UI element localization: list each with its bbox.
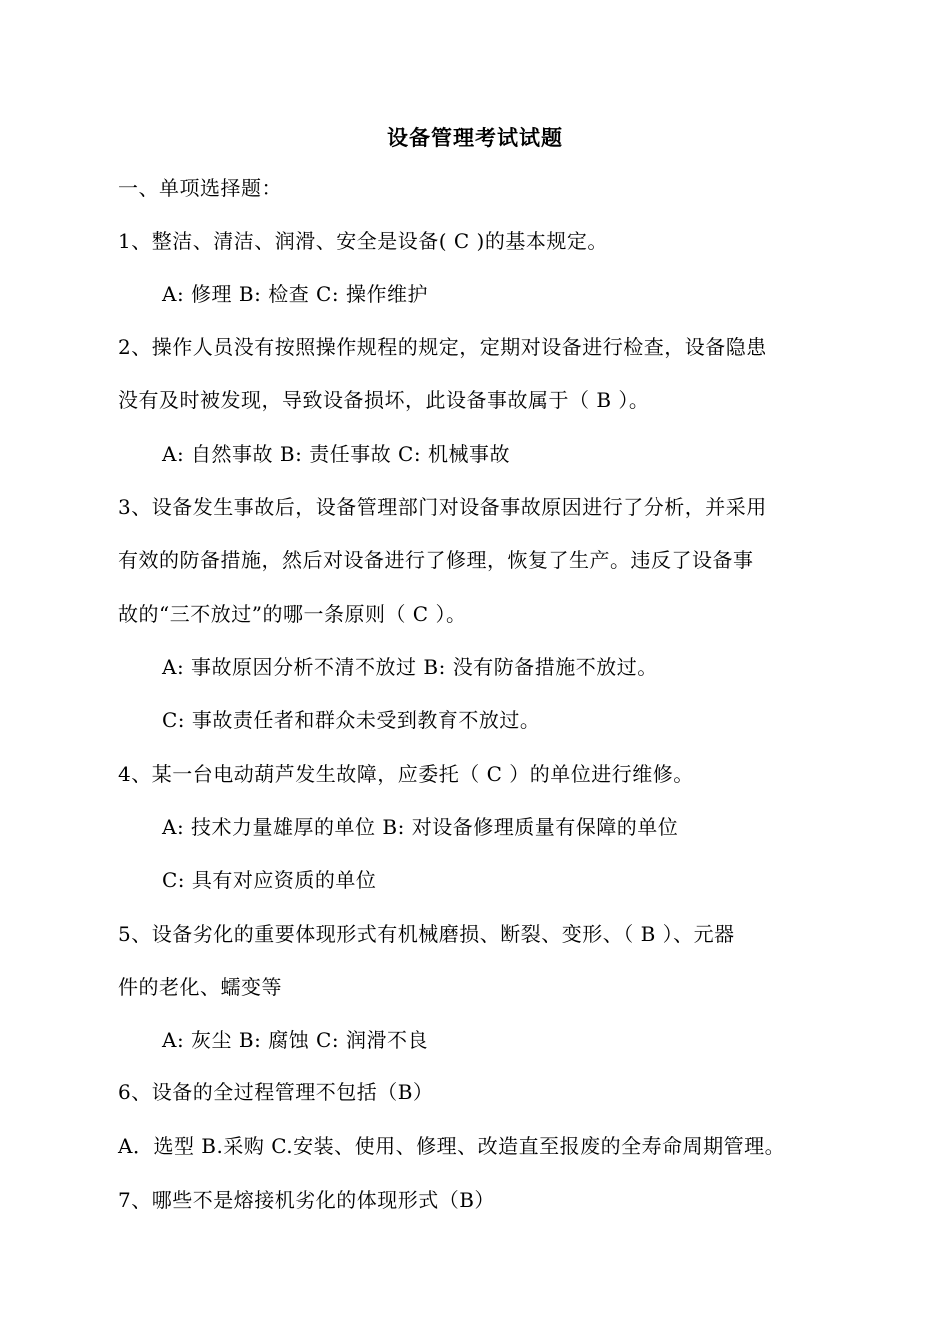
question-2: 2、操作人员没有按照操作规程的规定，定期对设备进行检查，设备隐患 bbox=[118, 335, 767, 359]
question-1: 1、整洁、清洁、润滑、安全是设备( C )的基本规定。 bbox=[118, 229, 608, 253]
question-5-options: A: 灰尘 B: 腐蚀 C: 润滑不良 bbox=[162, 1028, 428, 1052]
question-3-option-c: C: 事故责任者和群众未受到教育不放过。 bbox=[162, 708, 541, 732]
question-4: 4、某一台电动葫芦发生故障，应委托（ C ）的单位进行维修。 bbox=[118, 762, 694, 786]
question-3-continued-2: 故的“三不放过”的哪一条原则（ C ）。 bbox=[118, 602, 467, 626]
question-5: 5、设备劣化的重要体现形式有机械磨损、断裂、变形、（ B ）、元器 bbox=[118, 922, 735, 946]
page-title: 设备管理考试试题 bbox=[387, 125, 563, 150]
question-5-continued: 件的老化、蠕变等 bbox=[118, 975, 282, 999]
section-heading: 一、单项选择题： bbox=[118, 176, 282, 200]
question-3-continued: 有效的防备措施，然后对设备进行了修理，恢复了生产。违反了设备事 bbox=[118, 548, 754, 572]
question-2-continued: 没有及时被发现，导致设备损坏，此设备事故属于（ B ）。 bbox=[118, 388, 650, 412]
question-4-options-ab: A: 技术力量雄厚的单位 B: 对设备修理质量有保障的单位 bbox=[162, 815, 679, 839]
question-6: 6、设备的全过程管理不包括（B） bbox=[118, 1080, 434, 1104]
question-6-options: A．选型 B.采购 C.安装、使用、修理、改造直至报废的全寿命周期管理。 bbox=[118, 1134, 786, 1158]
question-7: 7、哪些不是熔接机劣化的体现形式（B） bbox=[118, 1188, 495, 1212]
question-3-options-ab: A: 事故原因分析不清不放过 B: 没有防备措施不放过。 bbox=[162, 655, 658, 679]
question-2-options: A: 自然事故 B: 责任事故 C: 机械事故 bbox=[162, 442, 510, 466]
question-4-option-c: C: 具有对应资质的单位 bbox=[162, 868, 377, 892]
question-1-options: A: 修理 B: 检查 C: 操作维护 bbox=[162, 282, 428, 306]
question-3: 3、设备发生事故后，设备管理部门对设备事故原因进行了分析，并采用 bbox=[118, 495, 767, 519]
